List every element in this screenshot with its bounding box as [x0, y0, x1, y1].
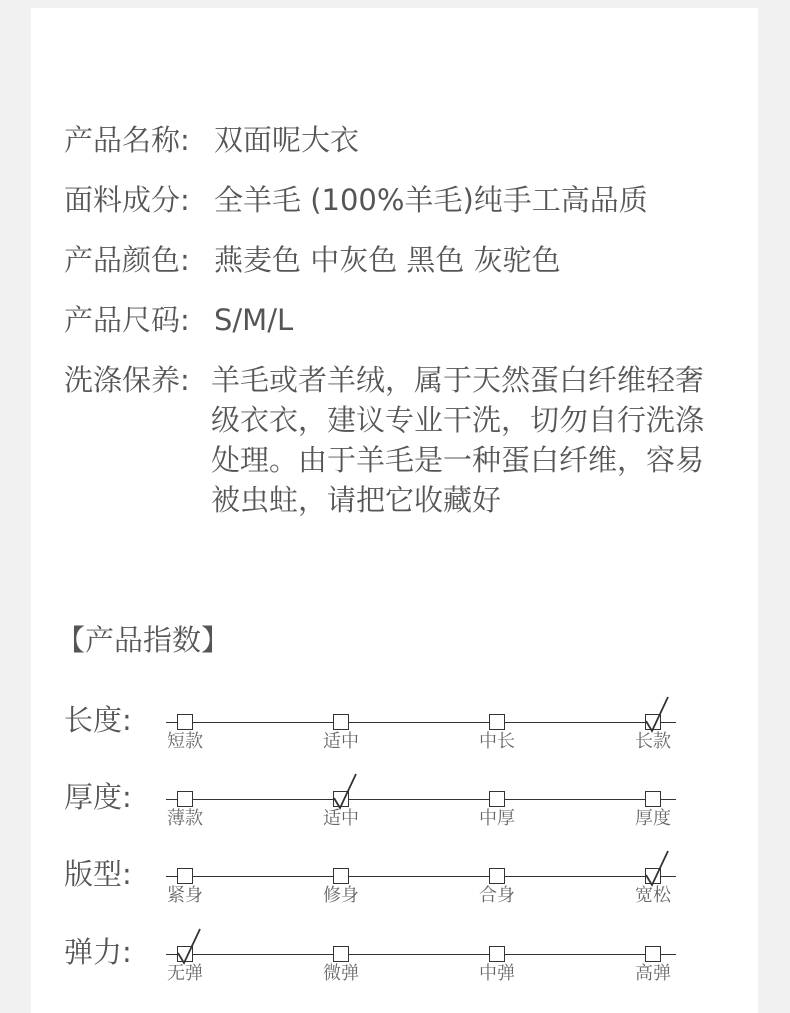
scale-option-label: 无弹	[167, 963, 203, 984]
scale-option	[155, 868, 215, 906]
checkbox-icon	[333, 714, 349, 730]
checked-box-icon	[177, 946, 193, 962]
checked-box-icon	[333, 791, 349, 807]
colors-row	[64, 240, 561, 280]
index-row	[0, 777, 790, 847]
scale-option-label: 中厚	[479, 808, 515, 829]
scale-option	[467, 791, 527, 829]
fabric-label: 面料成分:	[64, 183, 190, 217]
checkbox-icon	[489, 714, 505, 730]
size-row	[64, 300, 293, 340]
scale-option	[623, 791, 683, 829]
scale-option-label: 厚度	[635, 808, 671, 829]
scale-option	[467, 868, 527, 906]
product-name-row	[64, 120, 359, 160]
scale-option	[311, 714, 371, 752]
scale-line	[166, 722, 676, 723]
checkbox-icon	[177, 868, 193, 884]
scale-option	[467, 946, 527, 984]
size-value: S/M/L	[214, 303, 294, 337]
scale-option-label: 薄款	[167, 808, 203, 829]
scale-line	[166, 954, 676, 955]
product-name-value: 双面呢大衣	[214, 123, 360, 157]
scale-option	[155, 791, 215, 829]
scale-option	[623, 868, 683, 906]
checked-box-icon	[645, 714, 661, 730]
scale-option-label: 修身	[323, 885, 359, 906]
scale-line	[166, 799, 676, 800]
scale-option-label: 紧身	[167, 885, 203, 906]
scale-option	[155, 714, 215, 752]
scale-option-label: 宽松	[635, 885, 671, 906]
checkbox-icon	[177, 714, 193, 730]
index-row-label: 长度:	[64, 703, 132, 737]
scale-option	[623, 946, 683, 984]
scale-option	[311, 868, 371, 906]
checkbox-icon	[333, 868, 349, 884]
checkbox-icon	[333, 946, 349, 962]
index-row	[0, 932, 790, 1002]
checkbox-icon	[645, 791, 661, 807]
checkbox-icon	[177, 791, 193, 807]
care-text: 羊毛或者羊绒，属于天然蛋白纤维轻奢级衣衣，建议专业干洗，切勿自行洗涤处理。由于羊毛是一种蛋白纤维，容易被虫蛀，请把它收藏好	[211, 363, 705, 517]
fabric-row	[64, 180, 648, 220]
fabric-value: 全羊毛 (100%羊毛)纯手工高品质	[214, 183, 648, 217]
index-row-label: 版型:	[64, 857, 132, 891]
scale-option	[311, 791, 371, 829]
checked-box-icon	[645, 868, 661, 884]
index-row-label: 弹力:	[64, 935, 132, 969]
scale-option-label: 微弹	[323, 963, 359, 984]
product-name-label: 产品名称:	[64, 123, 190, 157]
scale-option-label: 中弹	[479, 963, 515, 984]
checkbox-icon	[645, 946, 661, 962]
scale-option-label: 合身	[479, 885, 515, 906]
index-section-title: 【产品指数】	[56, 623, 231, 657]
scale-option	[467, 714, 527, 752]
checkbox-icon	[489, 946, 505, 962]
scale-option-label: 长款	[635, 731, 671, 752]
scale-option-label: 短款	[167, 731, 203, 752]
scale-option-label: 高弹	[635, 963, 671, 984]
scale-option	[311, 946, 371, 984]
size-label: 产品尺码:	[64, 303, 190, 337]
care-label: 洗涤保养:	[64, 363, 190, 397]
colors-label: 产品颜色:	[64, 243, 190, 277]
index-row	[0, 700, 790, 770]
scale-option	[155, 946, 215, 984]
scale-option-label: 中长	[479, 731, 515, 752]
checkbox-icon	[489, 868, 505, 884]
scale-option-label: 适中	[323, 731, 359, 752]
checkbox-icon	[489, 791, 505, 807]
index-row-label: 厚度:	[64, 780, 132, 814]
index-row	[0, 854, 790, 924]
colors-value: 燕麦色 中灰色 黑色 灰驼色	[214, 243, 561, 277]
scale-option-label: 适中	[323, 808, 359, 829]
scale-option	[623, 714, 683, 752]
scale-line	[166, 876, 676, 877]
